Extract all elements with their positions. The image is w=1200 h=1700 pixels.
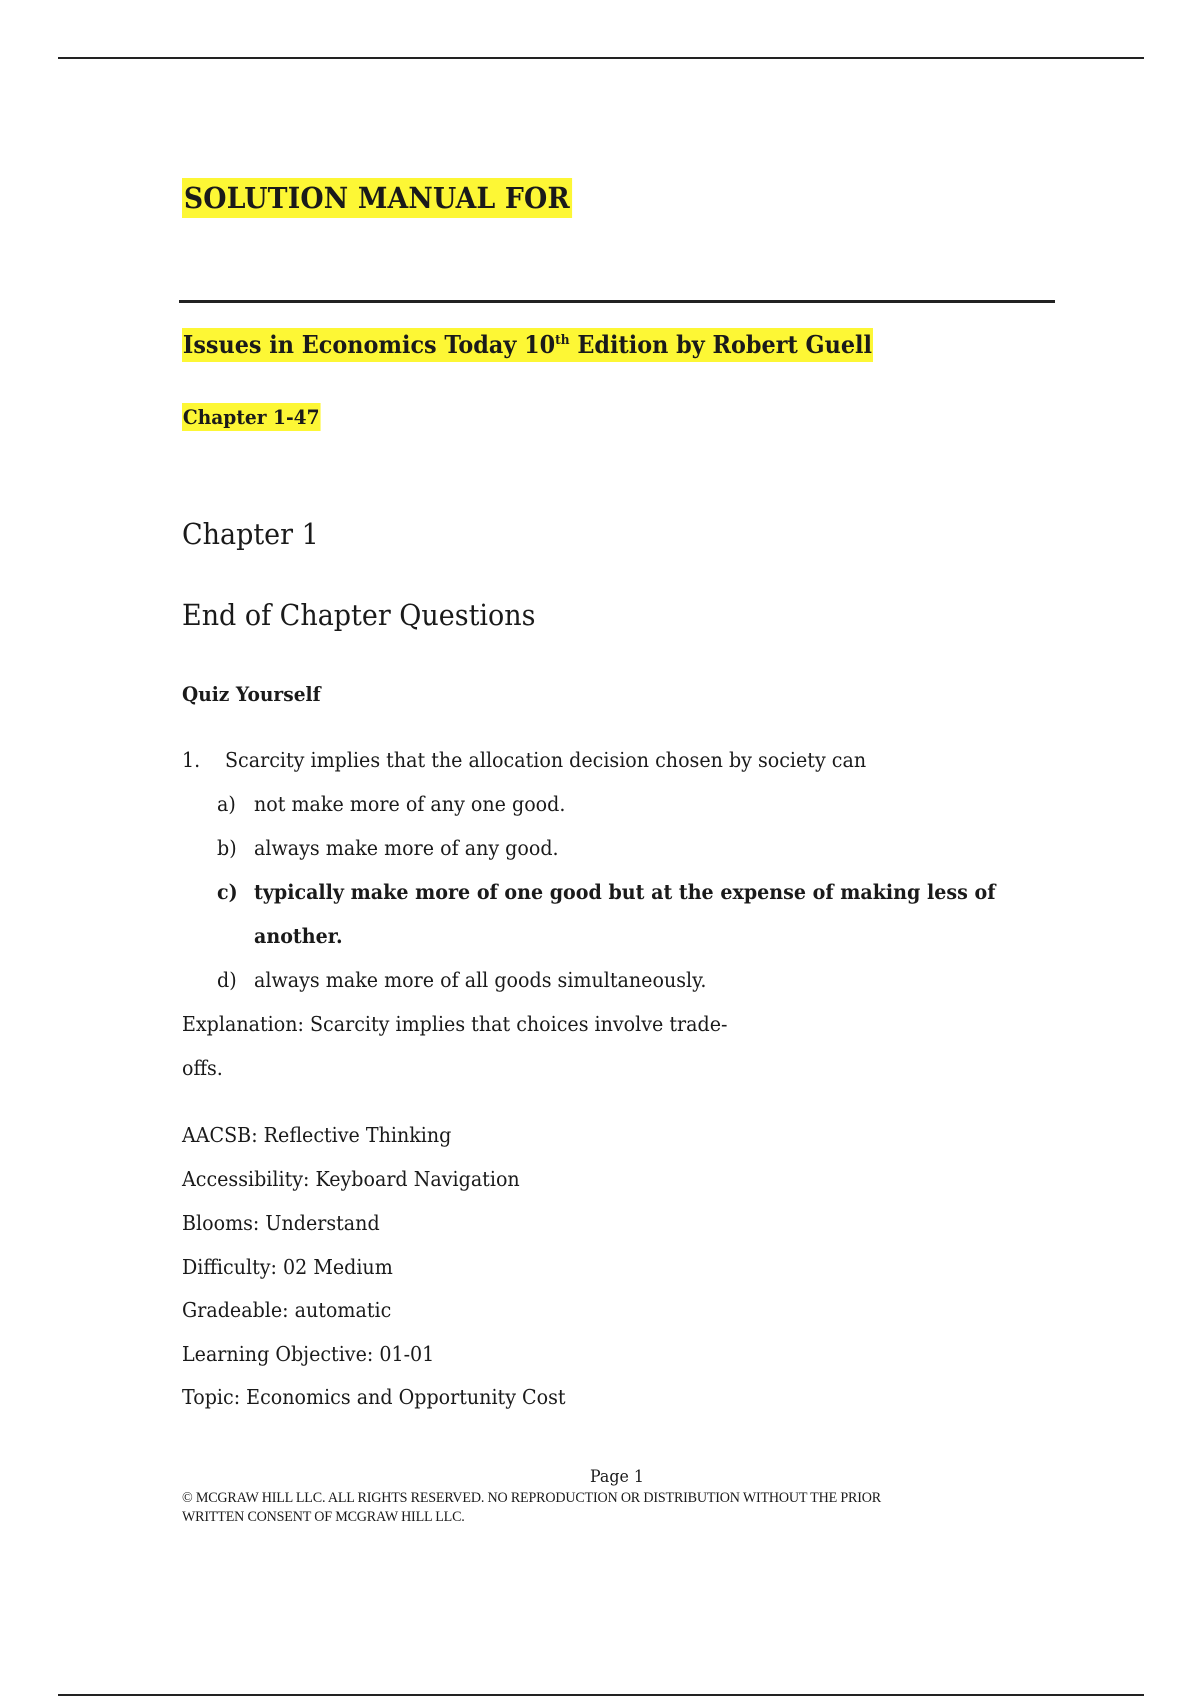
book-title: [182, 328, 873, 362]
manual-title: SOLUTION MANUAL FOR: [182, 178, 572, 218]
copyright-line-2: WRITTEN CONSENT OF MCGRAW HILL LLC.: [182, 1509, 465, 1525]
page-number: Page 1: [590, 1467, 644, 1487]
option-a-letter: a): [217, 792, 236, 816]
question-number: 1.: [182, 748, 201, 772]
option-b-letter: b): [217, 836, 237, 860]
bottom-rule: [58, 1694, 1144, 1696]
meta-difficulty: Difficulty: 02 Medium: [182, 1255, 393, 1279]
book-title-rest: Edition by Robert Guell: [569, 330, 872, 359]
top-rule: [58, 57, 1144, 59]
explanation-line-1: Explanation: Scarcity implies that choices involve trade-: [182, 1012, 728, 1036]
book-title-ordinal: th: [555, 333, 570, 348]
meta-accessibility: Accessibility: Keyboard Navigation: [182, 1167, 520, 1191]
meta-blooms: Blooms: Understand: [182, 1211, 380, 1235]
quiz-heading: Quiz Yourself: [182, 682, 321, 706]
section-heading: End of Chapter Questions: [182, 598, 536, 632]
chapter-heading: Chapter 1: [182, 517, 319, 551]
option-b-text: always make more of any good.: [254, 836, 559, 860]
meta-aacsb: AACSB: Reflective Thinking: [182, 1123, 452, 1147]
meta-gradeable: Gradeable: automatic: [182, 1298, 392, 1322]
option-d-text: always make more of all goods simultaneously.: [254, 968, 707, 992]
explanation-line-2: offs.: [182, 1056, 223, 1080]
option-d-letter: d): [217, 968, 237, 992]
question-stem: Scarcity implies that the allocation decision chosen by society can: [225, 748, 867, 772]
book-title-main: Issues in Economics Today 10: [182, 330, 556, 359]
option-c-letter: c): [217, 880, 238, 904]
meta-learning-objective: Learning Objective: 01-01: [182, 1342, 435, 1366]
option-c-text: typically make more of one good but at the expense of making less of: [254, 880, 996, 904]
meta-topic: Topic: Economics and Opportunity Cost: [182, 1385, 566, 1409]
option-a-text: not make more of any one good.: [254, 792, 566, 816]
copyright-line-1: © MCGRAW HILL LLC. ALL RIGHTS RESERVED. NO REPRODUCTION OR DISTRIBUTION WITHOUT THE PRIOR: [182, 1490, 881, 1506]
option-c-continuation: another.: [254, 924, 343, 948]
title-divider: [179, 300, 1055, 303]
chapter-range: Chapter 1-47: [182, 405, 320, 429]
